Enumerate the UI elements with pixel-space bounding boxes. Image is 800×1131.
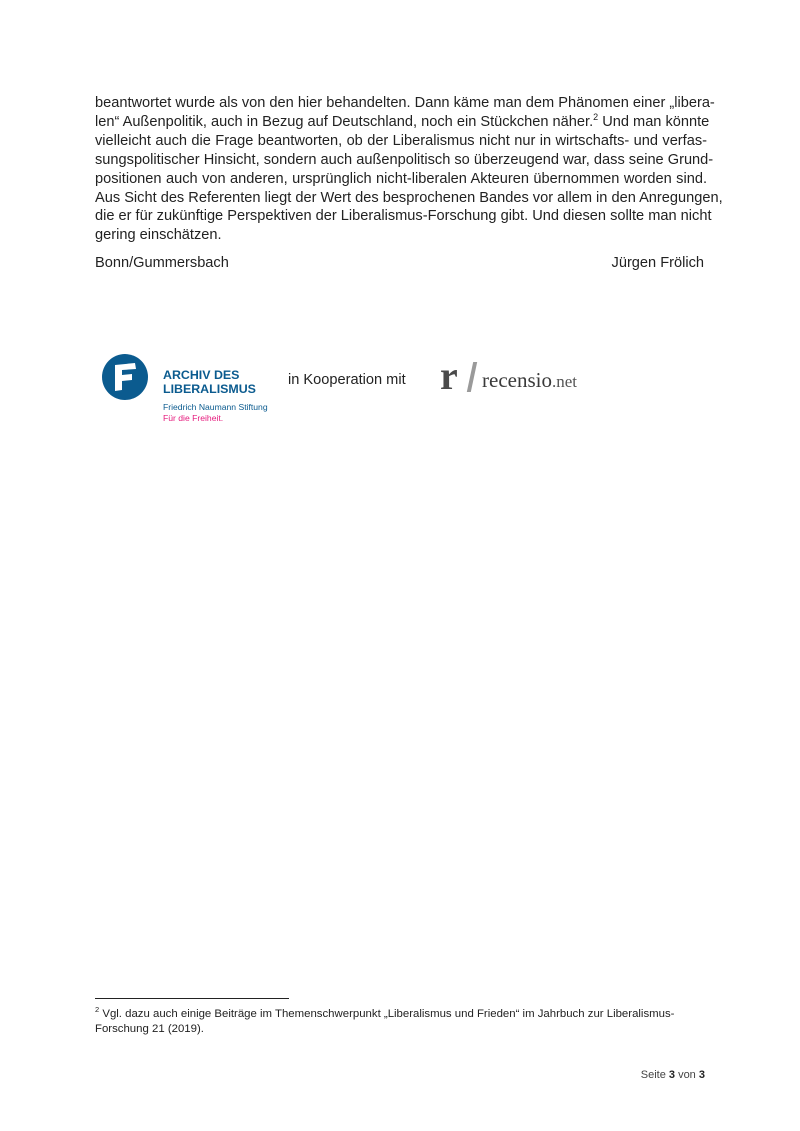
recensio-wordmark — [482, 368, 577, 393]
body-line-text: len“ Außenpolitik, auch in Bezug auf Deutschland, noch ein Stückchen näher. — [95, 113, 594, 130]
page-number — [641, 1069, 705, 1081]
archiv-des-liberalismus-logo[interactable] — [102, 354, 282, 426]
body-line: Aus Sicht des Referenten liegt der Wert des besprochenen Bandes vor allem in den Anregungen, — [95, 189, 723, 206]
body-line: vielleicht auch die Frage beantworten, ob der Liberalismus nicht nur in wirtschafts- und verfas- — [95, 132, 707, 149]
foundation-name: Friedrich Naumann Stiftung — [163, 402, 268, 412]
signature-author: Jürgen Frölich — [611, 255, 704, 271]
recensio-logo[interactable] — [440, 353, 600, 398]
footnote-number: 2 — [95, 1005, 100, 1015]
footnote-divider — [95, 998, 289, 999]
page-current: 3 — [668, 1069, 675, 1081]
recensio-suffix: .net — [551, 372, 577, 391]
body-line-text: Und man könnte — [598, 113, 710, 130]
footnote — [95, 1007, 707, 1036]
body-line: die er für zukünftige Perspektiven der Liberalismus-Forschung gibt. Und diesen sollte man nicht — [95, 208, 712, 225]
cooperation-label: in Kooperation mit — [288, 372, 406, 388]
page-separator: von — [678, 1069, 696, 1081]
footnote-line: Forschung 21 (2019). — [95, 1022, 204, 1035]
body-line — [95, 112, 710, 132]
archiv-emblem-icon — [102, 354, 148, 400]
archiv-title — [163, 368, 256, 396]
footnote-text: Vgl. dazu auch einige Beiträge im Themenschwerpunkt „Liberalismus und Frieden“ im Jahrbuch zur Liberalismus- — [102, 1008, 675, 1020]
signature-place: Bonn/Gummersbach — [95, 255, 229, 271]
body-line: beantwortet wurde als von den hier behandelten. Dann käme man dem Phänomen einer „libera- — [95, 95, 715, 111]
recensio-bar-icon — [467, 362, 477, 392]
foundation-tagline — [163, 402, 268, 423]
footnote-reference[interactable]: 2 — [593, 112, 599, 123]
recensio-name: recensio — [482, 368, 552, 392]
body-line: gering einschätzen. — [95, 227, 222, 244]
body-line: sungspolitischer Hinsicht, sondern auch außenpolitisch so überzeugend war, dass seine Grund- — [95, 151, 714, 168]
page-prefix: Seite — [640, 1069, 666, 1081]
body-paragraph — [95, 94, 723, 245]
body-line: positionen auch von anderen, ursprünglich nicht-liberalen Akteuren übernommen worden sind. — [95, 170, 707, 187]
foundation-slogan: Für die Freiheit. — [163, 412, 224, 423]
recensio-mark: r — [440, 353, 458, 398]
archiv-title-line2: LIBERALISMUS — [163, 382, 256, 396]
page-total: 3 — [698, 1069, 705, 1081]
archiv-title-line1: ARCHIV DES — [163, 368, 240, 382]
footnote-line — [95, 1007, 707, 1022]
